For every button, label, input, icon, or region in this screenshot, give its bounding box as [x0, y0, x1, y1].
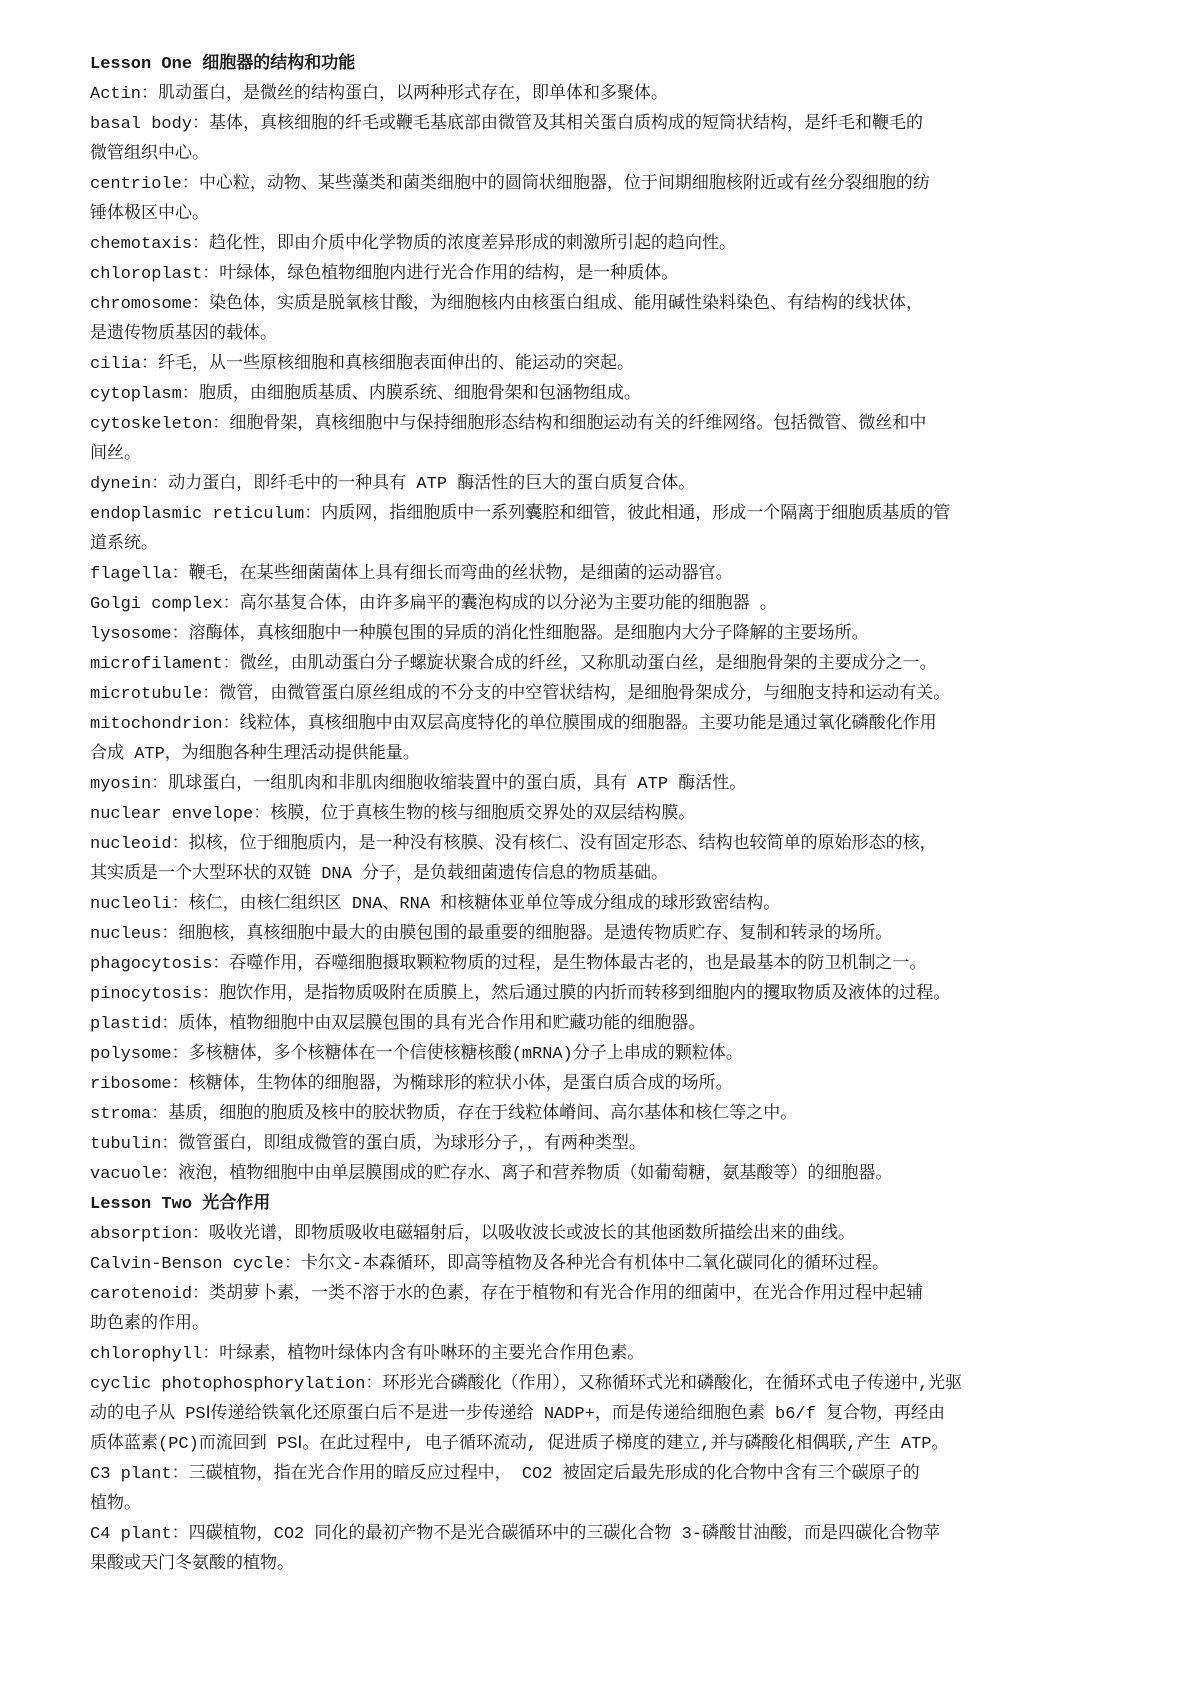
text-line: chloroplast：叶绿体，绿色植物细胞内进行光合作用的结构，是一种质体。	[90, 265, 679, 284]
text-line: chromosome：染色体，实质是脱氧核甘酸，为细胞核内由核蛋白组成、能用碱性染料染色、有结构的线状体，	[90, 295, 924, 314]
text-line: 植物。	[90, 1495, 141, 1514]
text-line: ribosome：核糖体，生物体的细胞器，为椭球形的粒状小体，是蛋白质合成的场所。	[90, 1075, 733, 1094]
text-line: microfilament：微丝，由肌动蛋白分子螺旋状聚合成的纤丝，又称肌动蛋白丝，是细胞骨架的主要成分之一。	[90, 655, 937, 674]
text-line: phagocytosis：吞噬作用，吞噬细胞摄取颗粒物质的过程，是生物体最古老的，也是最基本的防卫机制之一。	[90, 955, 927, 974]
text-line: C3 plant：三碳植物，指在光合作用的暗反应过程中， CO2 被固定后最先形成的化合物中含有三个碳原子的	[90, 1465, 920, 1484]
text-line: flagella：鞭毛，在某些细菌菌体上具有细长而弯曲的丝状物，是细菌的运动器官。	[90, 565, 733, 584]
text-line: nucleoid：拟核，位于细胞质内，是一种没有核膜、没有核仁、没有固定形态、结构也较简单的原始形态的核，	[90, 835, 937, 854]
text-line: vacuole：液泡，植物细胞中由单层膜围成的贮存水、离子和营养物质（如葡萄糖，氨基酸等）的细胞器。	[90, 1165, 893, 1184]
text-line: 其实质是一个大型环状的双链 DNA 分子，是负载细菌遗传信息的物质基础。	[90, 865, 669, 884]
text-line: stroma：基质，细胞的胞质及核中的胶状物质，存在于线粒体嵴间、高尔基体和核仁等之中。	[90, 1105, 798, 1124]
text-line: nucleus：细胞核，真核细胞中最大的由膜包围的最重要的细胞器。是遗传物质贮存、复制和转录的场所。	[90, 925, 893, 944]
text-line: basal body：基体，真核细胞的纤毛或鞭毛基底部由微管及其相关蛋白质构成的短筒状结构，是纤毛和鞭毛的	[90, 115, 924, 134]
text-line: 是遗传物质基因的载体。	[90, 325, 277, 344]
text-line: absorption：吸收光谱，即物质吸收电磁辐射后，以吸收波长或波长的其他函数所描绘出来的曲线。	[90, 1225, 856, 1244]
text-line: nucleoli：核仁，由核仁组织区 DNA、RNA 和核糖体亚单位等成分组成的球形致密结构。	[90, 895, 781, 914]
text-line: 微管组织中心。	[90, 145, 209, 164]
text-line: Golgi complex：高尔基复合体，由许多扁平的囊泡构成的以分泌为主要功能的细胞器 。	[90, 595, 777, 614]
text-line: 质体蓝素(PC)而流回到 PSⅠ。在此过程中, 电子循环流动, 促进质子梯度的建立,并与磷酸化相偶联,产生 ATP。	[90, 1435, 949, 1454]
text-line: 锤体极区中心。	[90, 205, 209, 224]
text-line: 间丝。	[90, 445, 141, 464]
text-line: carotenoid：类胡萝卜素，一类不溶于水的色素，存在于植物和有光合作用的细菌中，在光合作用过程中起辅	[90, 1285, 924, 1304]
text-line: centriole：中心粒，动物、某些藻类和菌类细胞中的圆筒状细胞器，位于间期细胞核附近或有丝分裂细胞的纺	[90, 175, 930, 194]
text-line: pinocytosis：胞饮作用，是指物质吸附在质膜上，然后通过膜的内折而转移到细胞内的攫取物质及液体的过程。	[90, 985, 951, 1004]
text-line: nuclear envelope：核膜，位于真核生物的核与细胞质交界处的双层结构膜。	[90, 805, 696, 824]
text-line: cilia：纤毛，从一些原核细胞和真核细胞表面伸出的、能运动的突起。	[90, 355, 635, 374]
text-line: dynein：动力蛋白，即纤毛中的一种具有 ATP 酶活性的巨大的蛋白质复合体。	[90, 475, 696, 494]
lesson-heading: Lesson One 细胞器的结构和功能	[90, 55, 356, 74]
text-line: C4 plant：四碳植物，CO2 同化的最初产物不是光合碳循环中的三碳化合物 3-磷酸甘油酸，而是四碳化合物苹	[90, 1525, 941, 1544]
text-line: mitochondrion：线粒体，真核细胞中由双层高度特化的单位膜围成的细胞器。主要功能是通过氧化磷酸化作用	[90, 715, 937, 734]
text-line: 道系统。	[90, 535, 158, 554]
text-line: plastid：质体，植物细胞中由双层膜包围的具有光合作用和贮藏功能的细胞器。	[90, 1015, 706, 1034]
text-line: cyclic photophosphorylation：环形光合磷酸化（作用），又称循环式光和磷酸化，在循环式电子传递中,光驱	[90, 1375, 963, 1394]
text-line: chlorophyll：叶绿素，植物叶绿体内含有卟啉环的主要光合作用色素。	[90, 1345, 645, 1364]
text-line: tubulin：微管蛋白，即组成微管的蛋白质，为球形分子，，有两种类型。	[90, 1135, 646, 1154]
text-line: 合成 ATP，为细胞各种生理活动提供能量。	[90, 745, 420, 764]
text-line: lysosome：溶酶体，真核细胞中一种膜包围的异质的消化性细胞器。是细胞内大分子降解的主要场所。	[90, 625, 869, 644]
text-line: microtubule：微管，由微管蛋白原丝组成的不分支的中空管状结构，是细胞骨架成分，与细胞支持和运动有关。	[90, 685, 951, 704]
text-line: cytoskeleton：细胞骨架，真核细胞中与保持细胞形态结构和细胞运动有关的纤维网络。包括微管、微丝和中	[90, 415, 927, 434]
text-line: cytoplasm：胞质，由细胞质基质、内膜系统、细胞骨架和包涵物组成。	[90, 385, 641, 404]
text-line: 动的电子从 PSⅠ传递给铁氧化还原蛋白后不是进一步传递给 NADP+，而是传递给细胞色素 b6/f 复合物，再经由	[90, 1405, 946, 1424]
text-line: myosin：肌球蛋白，一组肌肉和非肌肉细胞收缩装置中的蛋白质，具有 ATP 酶活性。	[90, 775, 747, 794]
text-line: endoplasmic reticulum：内质网，指细胞质中一系列囊腔和细管，彼此相通，形成一个隔离于细胞质基质的管	[90, 505, 951, 524]
text-line: 果酸或天门冬氨酸的植物。	[90, 1555, 294, 1574]
text-line: chemotaxis：趋化性，即由介质中化学物质的浓度差异形成的刺激所引起的趋向性。	[90, 235, 737, 254]
text-line: Calvin-Benson cycle：卡尔文-本森循环，即高等植物及各种光合有机体中二氧化碳同化的循环过程。	[90, 1255, 890, 1274]
text-line: polysome：多核糖体，多个核糖体在一个信使核糖核酸(mRNA)分子上串成的颗粒体。	[90, 1045, 743, 1064]
document-page	[90, 50, 1120, 1580]
text-line: Actin：肌动蛋白，是微丝的结构蛋白，以两种形式存在，即单体和多聚体。	[90, 85, 669, 104]
text-line: 助色素的作用。	[90, 1315, 209, 1334]
lesson-heading: Lesson Two 光合作用	[90, 1195, 271, 1214]
